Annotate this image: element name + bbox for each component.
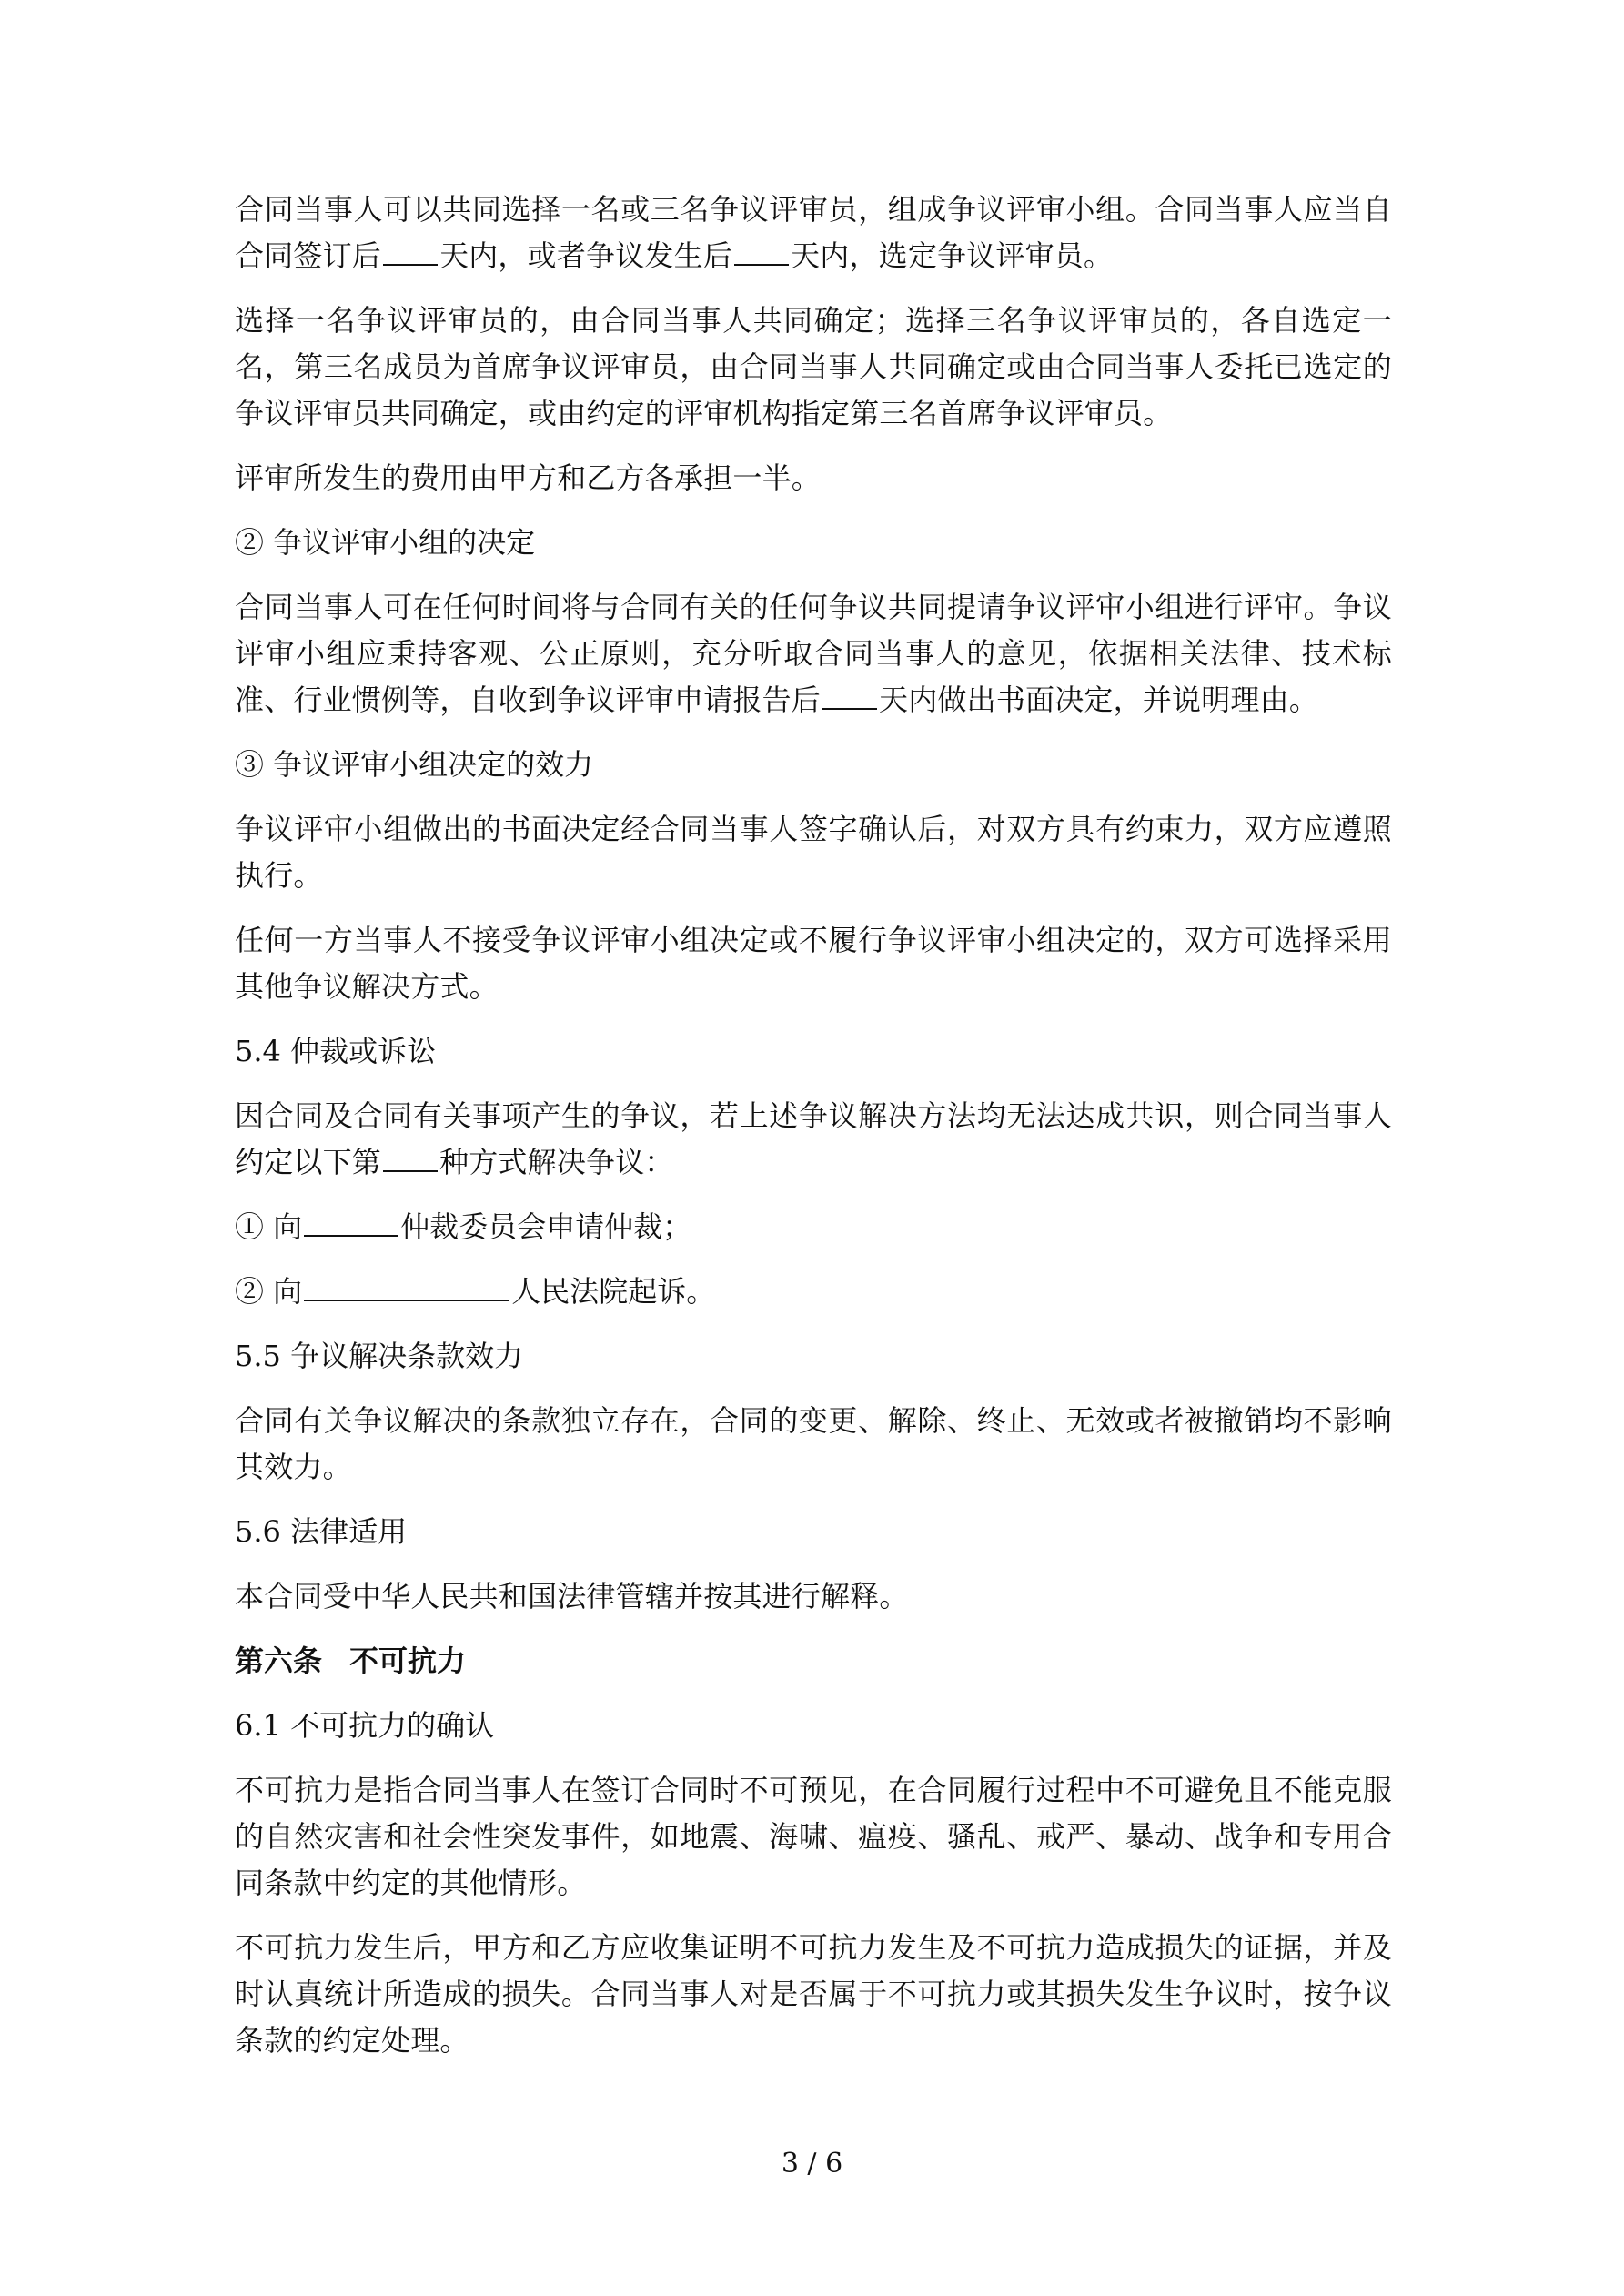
section-heading-clause-effect: 5.5 争议解决条款效力 [235,1339,524,1373]
blank-field[interactable] [734,233,789,266]
text-segment: 天内，或者争议发生后 [439,238,733,273]
section-heading-governing-law: 5.6 法律适用 [235,1514,408,1549]
text-segment: 人民法院起诉。 [511,1274,716,1309]
text-segment: 天内，选定争议评审员。 [791,238,1114,273]
section-heading-arbitration: 5.4 仲裁或诉讼 [235,1034,437,1068]
page-number: 3 / 6 [781,2148,843,2180]
text-segment: 天内做出书面决定，并说明理由。 [879,683,1319,717]
article-number: 第六条 [235,1644,323,1678]
blank-field[interactable] [304,1269,509,1301]
paragraph-decision-binding: 争议评审小组做出的书面决定经合同当事人签字确认后，对双方具有约束力，双方应遵照执行。 [235,812,1392,893]
option-arbitration [235,1204,1392,1250]
paragraph-force-majeure-evidence: 不可抗力发生后，甲方和乙方应收集证明不可抗力发生及不可抗力造成损失的证据，并及时认真统计所造成的损失。合同当事人对是否属于不可抗力或其损失发生争议时，按争议条款的约定处理。 [235,1930,1392,2058]
paragraph-force-majeure-definition: 不可抗力是指合同当事人在签订合同时不可预见，在合同履行过程中不可避免且不能克服的自然灾害和社会性突发事件，如地震、海啸、瘟疫、骚乱、戒严、暴动、战争和专用合同条款中约定的其他情形。 [235,1773,1392,1900]
text-segment: ① 向 [235,1209,303,1244]
subheading-decision-effect: ③ 争议评审小组决定的效力 [235,747,594,782]
paragraph-clause-independence: 合同有关争议解决的条款独立存在，合同的变更、解除、终止、无效或者被撤销均不影响其效力。 [235,1403,1392,1484]
paragraph-other-resolution: 任何一方当事人不接受争议评审小组决定或不履行争议评审小组决定的，双方可选择采用其他争议解决方式。 [235,923,1392,1004]
blank-field[interactable] [304,1204,398,1237]
paragraph-arbitration-choice [235,1093,1392,1186]
section-heading-force-majeure-definition: 6.1 不可抗力的确认 [235,1708,495,1743]
blank-field[interactable] [822,677,877,710]
paragraph-reviewer-selection: 选择一名争议评审员的，由合同当事人共同确定；选择三名争议评审员的，各自选定一名，第三名成员为首席争议评审员，由合同当事人共同确定或由合同当事人委托已选定的争议评审员共同确定，或由约定的评审机构指定第三名首席争议评审员。 [235,303,1392,430]
text-segment: 因合同及合同有关事项产生的争议，若上述争议解决方法均无法达成共识，则合同当事人约定以下第 [235,1098,1392,1179]
text-segment: 仲裁委员会申请仲裁； [400,1209,692,1244]
subheading-panel-decision: ② 争议评审小组的决定 [235,525,536,560]
text-segment: 合同当事人可在任何时间将与合同有关的任何争议共同提请争议评审小组进行评审。争议评审小组应秉持客观、公正原则，充分听取合同当事人的意见，依据相关法律、技术标准、行业惯例等，自收到争议评审申请报告后 [235,590,1392,717]
text-segment: 合同当事人可以共同选择一名或三名争议评审员，组成争议评审小组。合同当事人应当自合同签订后 [235,192,1392,273]
paragraph-review-fees: 评审所发生的费用由甲方和乙方各承担一半。 [235,460,822,495]
text-segment: ② 向 [235,1274,303,1309]
article-title: 不可抗力 [349,1644,467,1678]
text-segment: 种方式解决争议： [439,1145,674,1179]
paragraph-governing-law: 本合同受中华人民共和国法律管辖并按其进行解释。 [235,1579,909,1613]
option-litigation [235,1269,1392,1315]
blank-field[interactable] [383,233,438,266]
blank-field[interactable] [383,1139,438,1172]
document-body [235,187,1392,2082]
paragraph-select-reviewers [235,187,1392,279]
paragraph-panel-decision [235,584,1392,723]
article-heading-force-majeure [235,1638,1392,1684]
